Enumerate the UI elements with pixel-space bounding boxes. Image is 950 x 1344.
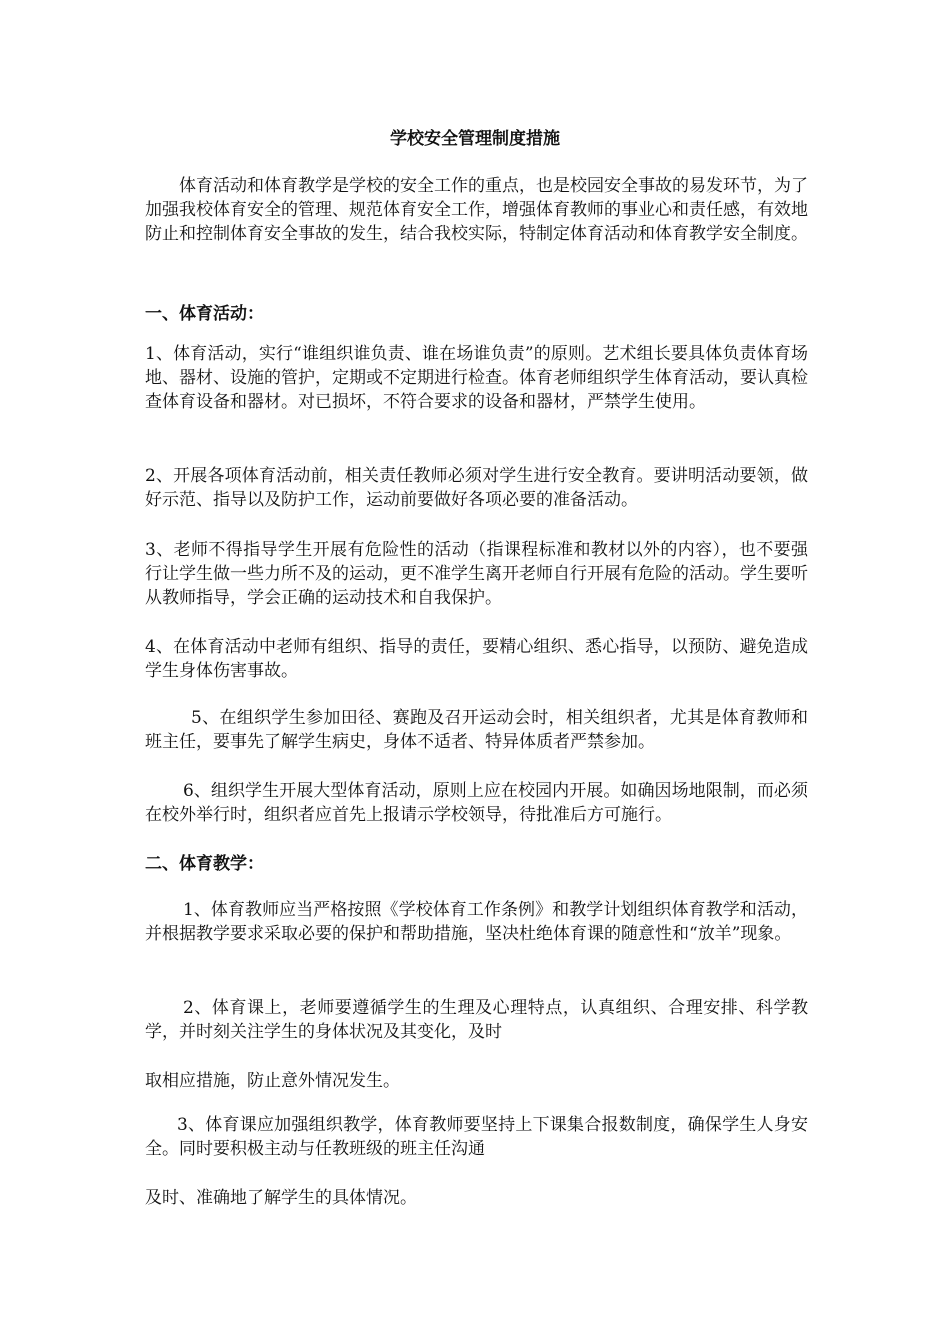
activity-item-2: 2、开展各项体育活动前，相关责任教师必须对学生进行安全教育。要讲明活动要领，做好示范、指导以及防护工作，运动前要做好各项必要的准备活动。 <box>145 466 808 510</box>
teaching-item-1: 1、体育教师应当严格按照《学校体育工作条例》和教学计划组织体育教学和活动，并根据教学要求采取必要的保护和帮助措施，坚决杜绝体育课的随意性和“放羊”现象。 <box>145 900 808 944</box>
activity-item-6: 6、组织学生开展大型体育活动，原则上应在校园内开展。如确因场地限制，而必须在校外举行时，组织者应首先上报请示学校领导，待批准后方可施行。 <box>145 781 808 825</box>
section-heading-activities: 一、体育活动： <box>145 304 264 324</box>
activity-item-4: 4、在体育活动中老师有组织、指导的责任，要精心组织、悉心指导，以预防、避免造成学生身体伤害事故。 <box>145 637 808 681</box>
activity-item-3: 3、老师不得指导学生开展有危险性的活动（指课程标准和教材以外的内容），也不要强行让学生做一些力所不及的运动，更不准学生离开老师自行开展有危险的活动。学生要听从教师指导，学会正确的运动技术和自我保护。 <box>145 540 808 608</box>
activity-item-5: 5、在组织学生参加田径、赛跑及召开运动会时，相关组织者，尤其是体育教师和班主任，要事先了解学生病史，身体不适者、特异体质者严禁参加。 <box>145 708 808 752</box>
teaching-item-2-continued: 取相应措施，防止意外情况发生。 <box>145 1071 400 1091</box>
section-heading-teaching: 二、体育教学： <box>145 854 264 874</box>
teaching-item-3: 3、体育课应加强组织教学，体育教师要坚持上下课集合报数制度，确保学生人身安全。同时要积极主动与任教班级的班主任沟通 <box>145 1115 808 1159</box>
intro-paragraph: 体育活动和体育教学是学校的安全工作的重点，也是校园安全事故的易发环节，为了加强我校体育安全的管理、规范体育安全工作，增强体育教师的事业心和责任感，有效地防止和控制体育安全事故的发生，结合我校实际，特制定体育活动和体育教学安全制度。 <box>145 176 808 244</box>
document-title: 学校安全管理制度措施 <box>390 129 560 149</box>
activity-item-1: 1、体育活动，实行“谁组织谁负责、谁在场谁负责”的原则。艺术组长要具体负责体育场地、器材、设施的管护，定期或不定期进行检查。体育老师组织学生体育活动，要认真检查体育设备和器材。对已损坏，不符合要求的设备和器材，严禁学生使用。 <box>145 344 808 412</box>
teaching-item-2: 2、体育课上，老师要遵循学生的生理及心理特点，认真组织、合理安排、科学教学，并时刻关注学生的身体状况及其变化，及时 <box>145 998 808 1042</box>
teaching-item-3-continued: 及时、准确地了解学生的具体情况。 <box>145 1188 417 1208</box>
